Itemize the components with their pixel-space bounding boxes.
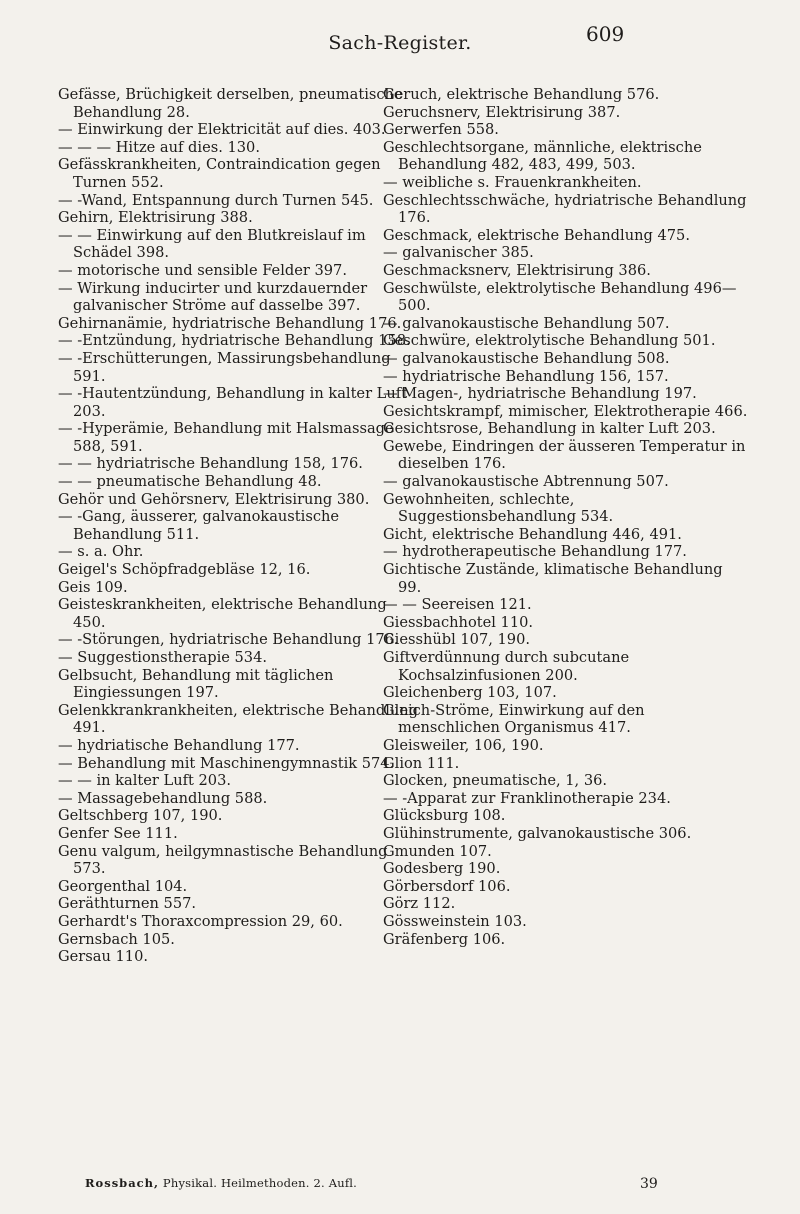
index-entry: — — Seereisen 121. xyxy=(383,596,532,614)
index-entry: Glocken, pneumatische, 1, 36. xyxy=(383,772,608,790)
index-entry: Gichtische Zustände, klimatische Behandlung 99. xyxy=(383,561,723,596)
index-entry: — hydrotherapeutische Behandlung 177. xyxy=(383,543,687,561)
index-entry: — Suggestionstherapie 534. xyxy=(58,649,268,666)
index-entry: Glühinstrumente, galvanokaustische 306. xyxy=(383,824,692,842)
index-entry: — galvanokaustische Abtrennung 507. xyxy=(383,473,669,491)
index-entry: Geisteskrankheiten, elektrische Behandlung 450. xyxy=(58,596,387,631)
index-entry: Godesberg 190. xyxy=(383,860,501,878)
index-entry: Gelbsucht, Behandlung mit täglichen Eingiessungen 197. xyxy=(58,666,334,702)
index-entry: Geschwülste, elektrolytische Behandlung 496—500. xyxy=(383,279,737,315)
index-entry: Gewohnheiten, schlechte, Suggestionsbehandlung 534. xyxy=(383,490,614,526)
index-entry: Gelenkkrankrankheiten, elektrische Behandlung 491. xyxy=(58,701,419,737)
index-entry: — Wirkung inducirter und kurzdauernder galvanischer Ströme auf dasselbe 397. xyxy=(58,279,368,315)
index-entry: Görz 112. xyxy=(383,895,456,913)
index-entry: Geruch, elektrische Behandlung 576. xyxy=(383,86,660,103)
index-entry: Gefässe, Brüchigkeit derselben, pneumatische Behandlung 28. xyxy=(58,86,403,121)
index-entry: — galvanischer 385. xyxy=(383,244,534,262)
page-number: 609 xyxy=(586,22,625,46)
left-column xyxy=(58,86,422,966)
index-entry: Giessbachhotel 110. xyxy=(383,613,534,631)
footer-citation xyxy=(85,1176,357,1190)
index-entry: Gernsbach 105. xyxy=(58,930,175,948)
index-entry: — -Apparat zur Franklinotherapie 234. xyxy=(383,789,671,807)
index-entry: — motorische und sensible Felder 397. xyxy=(58,261,347,279)
index-entry: Geigel's Schöpfradgebläse 12, 16. xyxy=(58,561,311,579)
index-entry: Gersau 110. xyxy=(58,948,148,966)
index-entry: Gräfenberg 106. xyxy=(383,930,506,948)
index-entry: Glücksburg 108. xyxy=(383,807,506,825)
index-entry: Geschlechtsorgane, männliche, elektrische Behandlung 482, 483, 499, 503. xyxy=(383,138,702,174)
index-entry: Gleichenberg 103, 107. xyxy=(383,684,557,702)
index-entry: — — — Hitze auf dies. 130. xyxy=(58,138,260,156)
right-column xyxy=(383,86,748,948)
index-entry: Görbersdorf 106. xyxy=(383,877,511,895)
footer-publisher: Rossbach, xyxy=(85,1176,160,1190)
index-entry: — — hydriatrische Behandlung 158, 176. xyxy=(58,455,363,473)
index-entry: Gerwerfen 558. xyxy=(383,121,499,139)
footer-book-title: Physikal. Heilmethoden. 2. Aufl. xyxy=(162,1176,358,1190)
index-entry: Gicht, elektrische Behandlung 446, 491. xyxy=(383,525,682,543)
index-entry: — -Hautentzündung, Behandlung in kalter Luft 203. xyxy=(58,385,408,420)
index-entry: Geschwüre, elektrolytische Behandlung 501. xyxy=(383,332,716,350)
index-entry: Geräthturnen 557. xyxy=(58,895,197,913)
index-entry: — — Einwirkung auf den Blutkreislauf im Schädel 398. xyxy=(58,226,366,262)
index-entry: Gerhardt's Thoraxcompression 29, 60. xyxy=(58,912,343,930)
index-entry: Geltschberg 107, 190. xyxy=(58,807,223,825)
index-entry: — -Wand, Entspannung durch Turnen 545. xyxy=(58,191,374,209)
index-entry: — -Hyperämie, Behandlung mit Halsmassage 588, 591. xyxy=(58,420,394,455)
index-entry: Geschmacksnerv, Elektrisirung 386. xyxy=(383,261,651,279)
index-entry: — Massagebehandlung 588. xyxy=(58,789,268,807)
index-entry: — Magen-, hydriatrische Behandlung 197. xyxy=(383,385,697,403)
index-entry: Gehirnanämie, hydriatrische Behandlung 176. xyxy=(58,314,402,332)
index-entry: Gesichtskrampf, mimischer, Elektrotherapie 466. xyxy=(383,402,748,420)
index-entry: Geschlechtsschwäche, hydriatrische Behandlung 176. xyxy=(383,191,747,227)
index-entry: Giftverdünnung durch subcutane Kochsalzinfusionen 200. xyxy=(383,649,630,684)
index-entry: — -Störungen, hydriatrische Behandlung 176. xyxy=(58,631,399,649)
printer-signature: 39 xyxy=(640,1176,658,1192)
index-entry: Geschmack, elektrische Behandlung 475. xyxy=(383,226,690,244)
page-title: Sach-Register. xyxy=(328,32,472,54)
index-entry: Geruchsnerv, Elektrisirung 387. xyxy=(383,103,621,121)
index-entry: Genu valgum, heilgymnastische Behandlung 573. xyxy=(58,842,388,878)
index-entry: — — in kalter Luft 203. xyxy=(58,772,231,790)
index-entry: Geis 109. xyxy=(58,578,128,596)
index-entry: Gesichtsrose, Behandlung in kalter Luft 203. xyxy=(383,420,716,438)
index-entry: Gössweinstein 103. xyxy=(383,912,527,930)
index-entry: Giesshübl 107, 190. xyxy=(383,631,531,649)
index-entry: Gmunden 107. xyxy=(383,842,492,860)
index-entry: Gefässkrankheiten, Contraindication gegen Turnen 552. xyxy=(58,156,381,191)
index-entry: — — pneumatische Behandlung 48. xyxy=(58,473,322,491)
index-entry: Gleisweiler, 106, 190. xyxy=(383,736,544,754)
index-entry: — Einwirkung der Elektricität auf dies. 403. xyxy=(58,121,386,139)
index-entry: — galvanokaustische Behandlung 508. xyxy=(383,349,670,367)
index-entry: Gewebe, Eindringen der äusseren Temperatur in dieselben 176. xyxy=(383,437,746,473)
index-entry: — hydriatrische Behandlung 156, 157. xyxy=(383,367,669,385)
index-entry: Gleich-Ströme, Einwirkung auf den menschlichen Organismus 417. xyxy=(383,701,645,737)
index-entry: — Behandlung mit Maschinengymnastik 574. xyxy=(58,754,395,772)
index-entry: — weibliche s. Frauenkrankheiten. xyxy=(383,173,642,191)
index-entry: — -Gang, äusserer, galvanokaustische Behandlung 511. xyxy=(58,508,340,543)
index-entry: — galvanokaustische Behandlung 507. xyxy=(383,314,670,332)
index-entry: Gehör und Gehörsnerv, Elektrisirung 380. xyxy=(58,490,370,508)
index-entry: Glion 111. xyxy=(383,754,460,772)
index-entry: Genfer See 111. xyxy=(58,824,178,842)
index-entry: — hydriatische Behandlung 177. xyxy=(58,736,300,754)
index-entry: — s. a. Ohr. xyxy=(58,543,144,561)
index-entry: Gehirn, Elektrisirung 388. xyxy=(58,209,253,227)
index-entry: — -Erschütterungen, Massirungsbehandlung 591. xyxy=(58,349,391,385)
index-entry: Georgenthal 104. xyxy=(58,877,188,895)
index-entry: — -Entzündung, hydriatrische Behandlung 158. xyxy=(58,332,411,350)
